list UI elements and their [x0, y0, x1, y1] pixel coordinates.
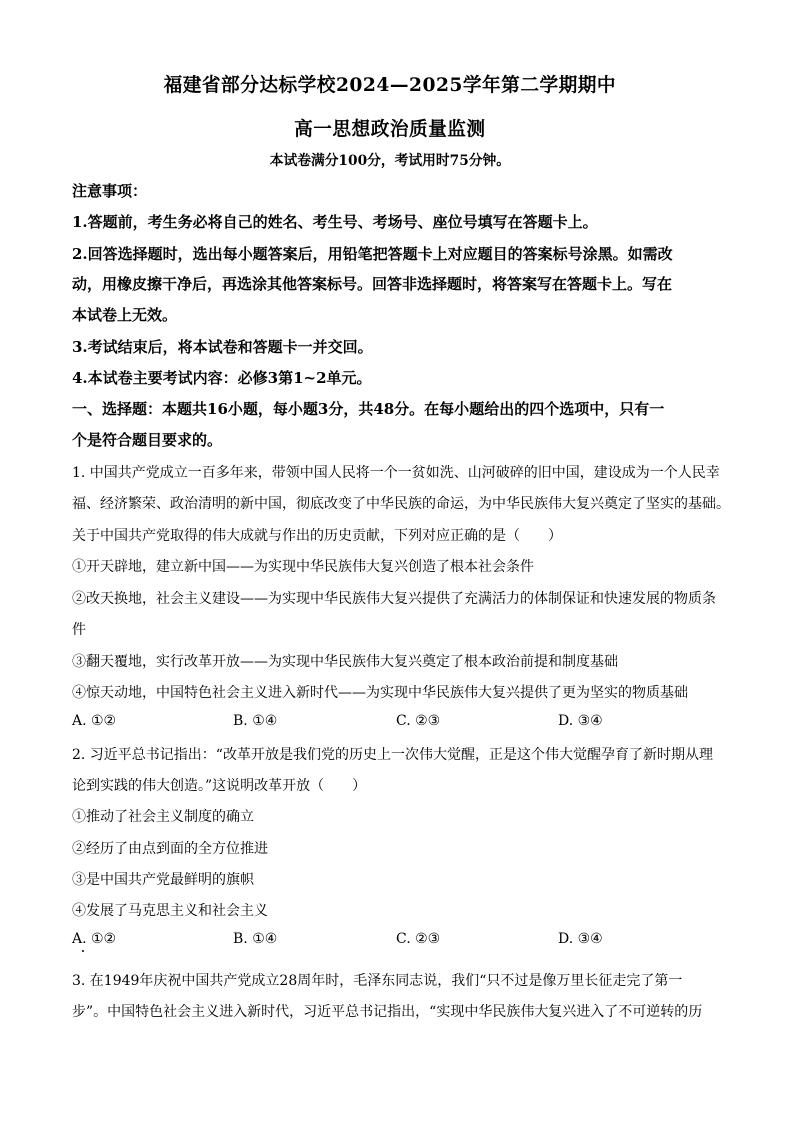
q2-statement-2: ②经历了由点到面的全方位推进 — [72, 841, 268, 857]
q2-option-d: D. ③④ — [558, 931, 603, 947]
exam-subtitle: 本试卷满分100分，考试用时75分钟。 — [269, 153, 511, 169]
q1-option-a: A. ①② — [72, 713, 117, 729]
q1-stem-line1: 1. 中国共产党成立一百多年来，带领中国人民将一个一贫如洗、山河破碎的旧中国，建设成为一个人民幸 — [72, 465, 720, 481]
q1-statement-2-line1: ②改天换地，社会主义建设——为实现中华民族伟大复兴提供了充满活力的体制保证和快速发展的物质条 — [72, 591, 716, 607]
notice-heading: 注意事项： — [72, 182, 148, 200]
q2-option-a: A. ①② — [72, 931, 117, 947]
notice-item-2-line1: 2.回答选择题时，选出每小题答案后，用铅笔把答题卡上对应题目的答案标号涂黑。如需改 — [72, 245, 673, 263]
q2-option-c: C. ②③ — [396, 931, 441, 947]
q3-stem-line2: 步”。中国特色社会主义进入新时代，习近平总书记指出，“实现中华民族伟大复兴进入了不可逆转的历 — [72, 1004, 703, 1020]
notice-item-1: 1.答题前，考生务必将自己的姓名、考生号、考场号、座位号填写在答题卡上。 — [72, 213, 598, 231]
q3-stem-line1: 3. 在1949年庆祝中国共产党成立28周年时，毛泽东同志说，我们“只不过是像万里长征走完了第一 — [72, 973, 683, 989]
exam-title-line2: 高一思想政治质量监测 — [294, 118, 486, 140]
q2-statement-1: ①推动了社会主义制度的确立 — [72, 809, 254, 825]
notice-item-2-line2: 动，用橡皮擦干净后，再选涂其他答案标号。回答非选择题时，将答案写在答题卡上。写在 — [72, 275, 673, 293]
q2-option-b: B. ①④ — [233, 931, 278, 947]
section1-heading-line1: 一、选择题：本题共16小题，每小题3分，共48分。在每小题给出的四个选项中，只有一 — [72, 400, 665, 418]
stray-mark — [82, 950, 84, 952]
q1-stem-line3: 关于中国共产党取得的伟大成就与作出的历史贡献，下列对应正确的是（ ） — [72, 528, 562, 544]
q1-statement-3: ③翻天覆地，实行改革开放——为实现中华民族伟大复兴奠定了根本政治前提和制度基础 — [72, 654, 618, 670]
notice-item-4: 4.本试卷主要考试内容：必修3第1~2单元。 — [72, 369, 372, 387]
exam-title-line1: 福建省部分达标学校2024—2025学年第二学期期中 — [163, 74, 617, 96]
q1-stem-line2: 福、经济繁荣、政治清明的新中国，彻底改变了中华民族的命运，为中华民族伟大复兴奠定了坚实的基础。 — [72, 496, 730, 512]
q1-statement-1: ①开天辟地，建立新中国——为实现中华民族伟大复兴创造了根本社会条件 — [72, 559, 534, 575]
q2-stem-line2: 论到实践的伟大创造。”这说明改革开放（ ） — [72, 778, 367, 794]
notice-item-2-line3: 本试卷上无效。 — [72, 306, 178, 324]
section1-heading-line2: 个是符合题目要求的。 — [72, 431, 223, 449]
q1-statement-4: ④惊天动地，中国特色社会主义进入新时代——为实现中华民族伟大复兴提供了更为坚实的物质基础 — [72, 685, 688, 701]
notice-item-3: 3.考试结束后，将本试卷和答题卡一并交回。 — [72, 338, 373, 356]
q1-option-b: B. ①④ — [233, 713, 278, 729]
q1-statement-2-line2: 件 — [72, 622, 86, 638]
q1-option-c: C. ②③ — [396, 713, 441, 729]
q2-stem-line1: 2. 习近平总书记指出：“改革开放是我们党的历史上一次伟大觉醒，正是这个伟大觉醒孕育了新时期从理 — [72, 747, 713, 763]
q2-statement-4: ④发展了马克思主义和社会主义 — [72, 903, 268, 919]
q2-statement-3: ③是中国共产党最鲜明的旗帜 — [72, 872, 254, 888]
q1-option-d: D. ③④ — [558, 713, 603, 729]
